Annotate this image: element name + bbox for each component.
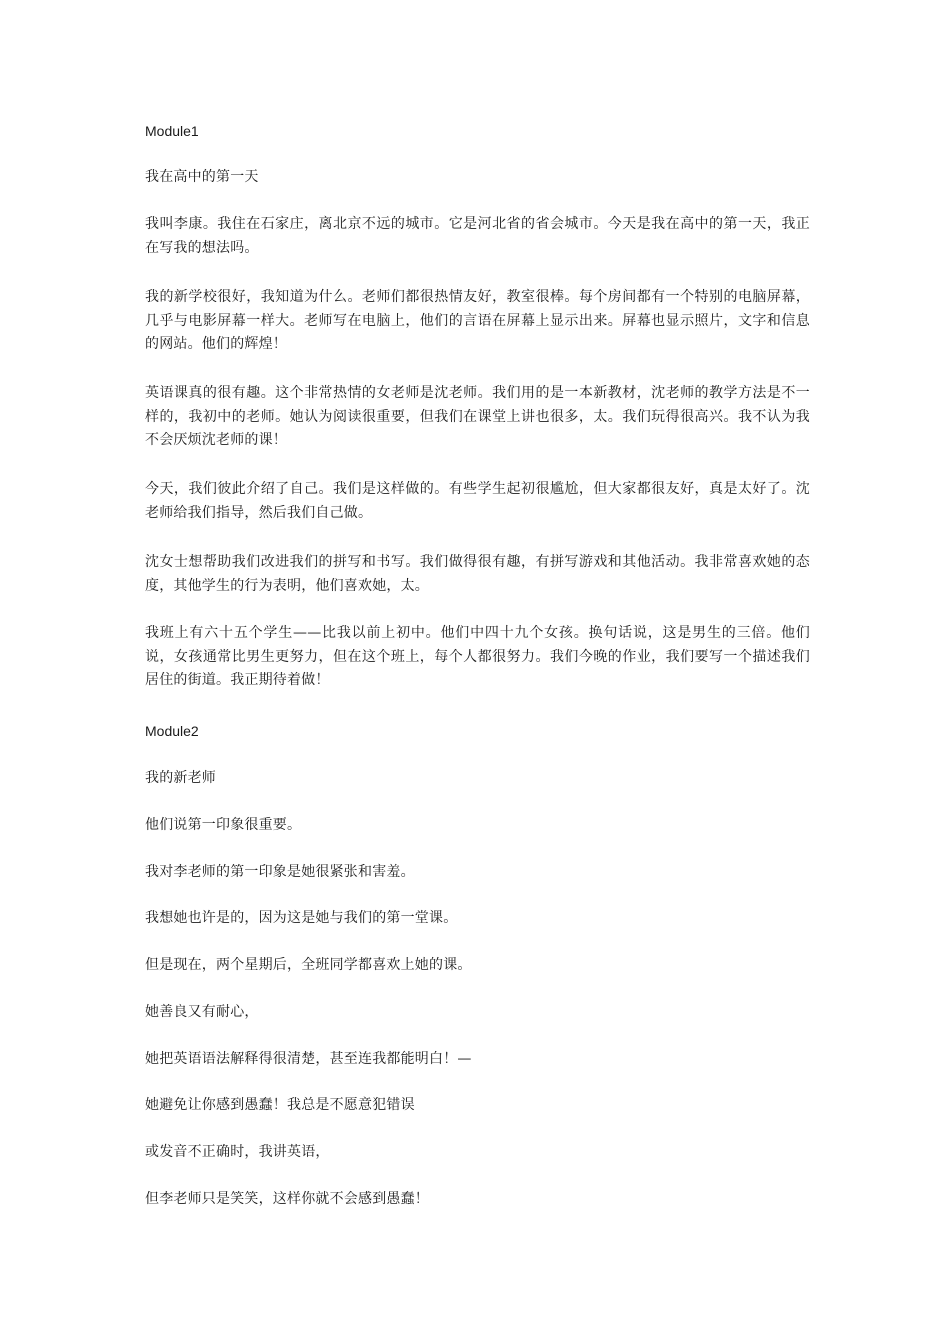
module2-heading: Module2 xyxy=(145,723,199,739)
module2-line-1: 他们说第一印象很重要。 xyxy=(145,817,302,833)
module2-line-6: 她把英语语法解释得很清楚，甚至连我都能明白！— xyxy=(145,1051,472,1067)
module2-line-2: 我对李老师的第一印象是她很紧张和害羞。 xyxy=(145,864,415,880)
module2-line-4: 但是现在，两个星期后，全班同学都喜欢上她的课。 xyxy=(145,957,472,973)
module2-title: 我的新老师 xyxy=(145,770,216,786)
module1-heading: Module1 xyxy=(145,123,199,139)
module1-paragraph-4: 今天，我们彼此介绍了自己。我们是这样做的。有些学生起初很尴尬，但大家都很友好，真是太好了。沈老师给我们指导，然后我们自己做。 xyxy=(145,481,810,521)
module1-paragraph-3: 英语课真的很有趣。这个非常热情的女老师是沈老师。我们用的是一本新教材，沈老师的教学方法是不一样的，我初中的老师。她认为阅读很重要，但我们在课堂上讲也很多，太。我们玩得很高兴。我不认为我不会厌烦沈老师的课！ xyxy=(145,385,810,448)
module2-line-9: 但李老师只是笑笑，这样你就不会感到愚蠢！ xyxy=(145,1191,429,1207)
module1-paragraph-6: 我班上有六十五个学生——比我以前上初中。他们中四十九个女孩。换句话说，这是男生的三倍。他们说，女孩通常比男生更努力，但在这个班上，每个人都很努力。我们今晚的作业，我们要写一个描述我们居住的街道。我正期待着做！ xyxy=(145,625,810,688)
module2-line-5: 她善良又有耐心， xyxy=(145,1004,259,1020)
module2-line-7: 她避免让你感到愚蠢！我总是不愿意犯错误 xyxy=(145,1097,415,1113)
module1-title: 我在高中的第一天 xyxy=(145,169,259,185)
module1-paragraph-2: 我的新学校很好，我知道为什么。老师们都很热情友好，教室很棒。每个房间都有一个特别的电脑屏幕，几乎与电影屏幕一样大。老师写在电脑上，他们的言语在屏幕上显示出来。屏幕也显示照片，文字和信息的网站。他们的辉煌！ xyxy=(145,289,810,352)
module1-paragraph-5: 沈女士想帮助我们改进我们的拼写和书写。我们做得很有趣，有拼写游戏和其他活动。我非常喜欢她的态度，其他学生的行为表明，他们喜欢她，太。 xyxy=(145,554,810,594)
module2-line-8: 或发音不正确时，我讲英语， xyxy=(145,1144,330,1160)
module1-paragraph-1: 我叫李康。我住在石家庄，离北京不远的城市。它是河北省的省会城市。今天是我在高中的第一天，我正在写我的想法吗。 xyxy=(145,216,810,256)
module2-line-3: 我想她也许是的，因为这是她与我们的第一堂课。 xyxy=(145,910,458,926)
